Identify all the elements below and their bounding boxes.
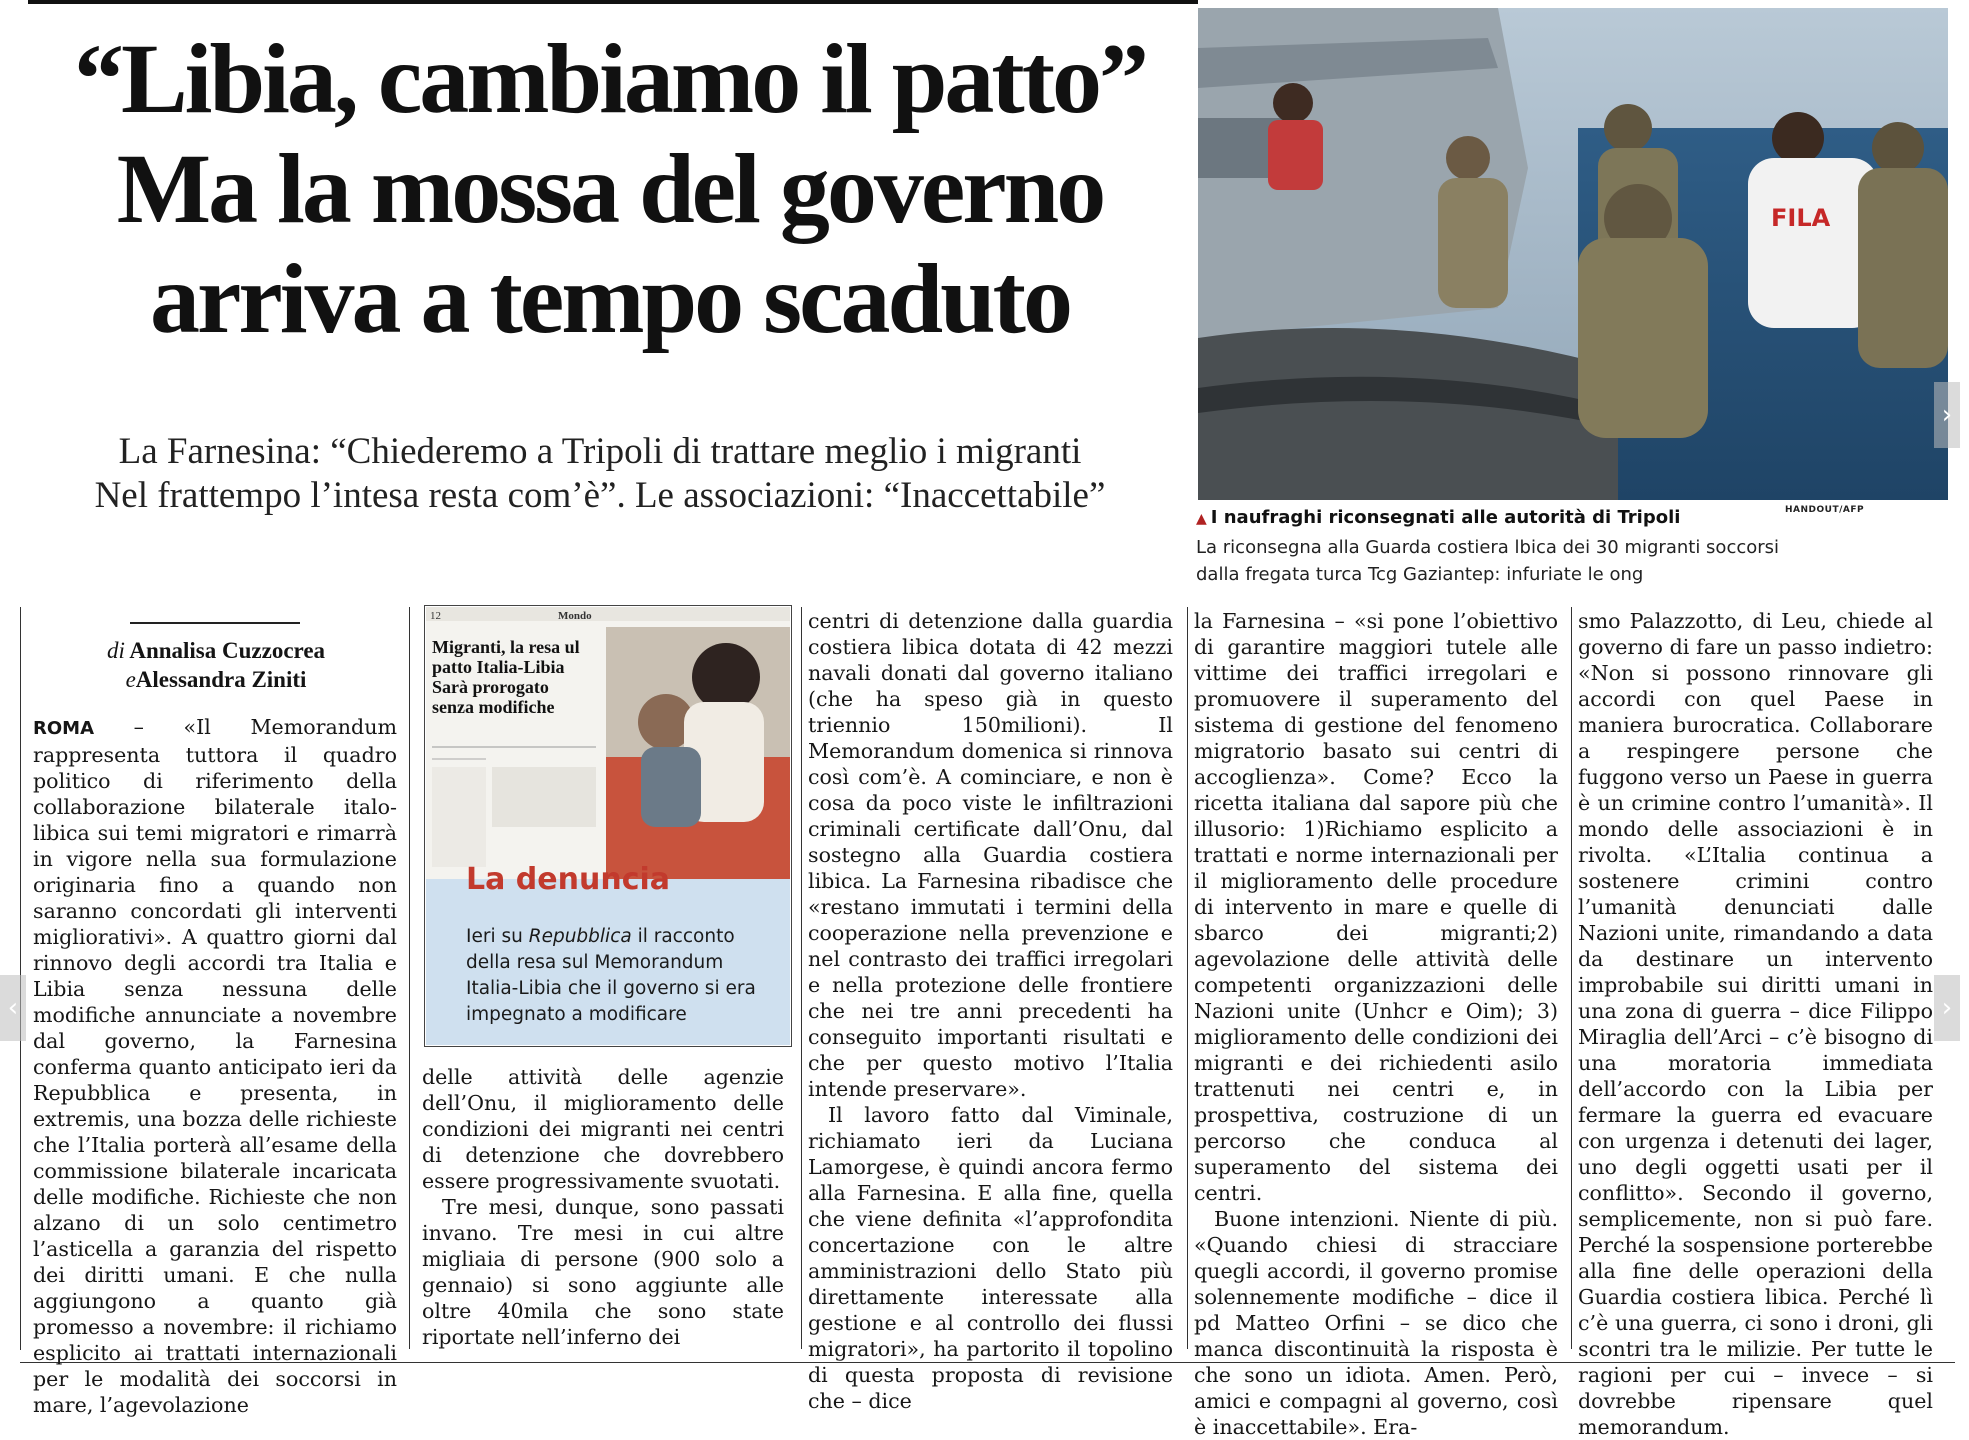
article-text: Il lavoro fatto dal Viminale, richiamato ieri da Luciana Lamorgese, è quindi ancora fermo alla Farnesina. E alla fine, quella che viene definita «l’approfondita concertazione con le altre amministrazioni dello Stato più direttamente interessate alla gestione e al controllo dei flussi migratori», ha partorito il topolino di questa proposta di revisione che – dice (808, 1103, 1173, 1413)
photo-illustration (1198, 8, 1948, 500)
headline-line-1: “Libia, cambiamo il patto” (73, 23, 1147, 134)
article-column-2 (422, 1064, 784, 1350)
thumbnail-headline: Migranti, la resa ul patto Italia-Libia Sarà prorogato senza modifiche (432, 637, 580, 717)
top-rule (28, 0, 1198, 4)
denuncia-text (466, 924, 776, 1028)
byline (30, 636, 402, 694)
headline-line-2: Ma la mossa del governo (116, 133, 1104, 244)
column-rule (801, 607, 802, 1349)
article-text: centri di detenzione dalla guardia costiera libica dotata di 42 mezzi navali donati dal governo italiano (che ha speso già in questo triennio 150milioni). Il Memorandum domenica si rinnova così com’è. A cominciare, e non è cosa da poco viste le infiltrazioni criminali certificate dall’Onu, dal sostegno alla Guardia costiera libica. La Farnesina ribadisce che «restano immutati i termini della cooperazione nella prevenzione e nel contrasto dei traffici irregolari e nella protezione delle frontiere che nei tre anni precedenti ha conseguito importanti risultati e che per questo motivo l’Italia intende preservare». (808, 609, 1173, 1101)
prev-page-button[interactable]: ‹ (0, 975, 26, 1041)
news-photo (1198, 8, 1948, 500)
caption-triangle-icon: ▲ (1196, 511, 1207, 527)
article-text: smo Palazzotto, di Leu, chiede al governo di fare un passo indietro: «Non si possono rinnovare gli accordi con quel Paese in maniera burocratica. Collaborare a respingere persone che fuggono verso un Paese in guerra è un crimine contro l’umanità». Il mondo delle associazioni è in rivolta. «L’Italia continua a sostenere crimini contro l’umanità denunciati dalle Nazioni unite, rimandando a data da destinare un intervento improbabile sui diritti umani in una zona di guerra – dice Filippo Miraglia dell’Arci – c’è bisogno di una moratoria immediata dell’accordo con la Libia per fermare la guerra ed evacuare con urgenza i detenuti dei lager, uno degli oggetti usati per il conflitto». Secondo il governo, semplicemente, non si può fare. Perché la sospensione porterebbe alla fine delle operazioni della Guardia costiera libica. Perché lì c’è una guerra, ci sono i droni, gli scontri tra le milizie. Per tutte le ragioni per cui – invece – si dovrebbe ripensare quel memorandum. (1578, 609, 1933, 1439)
article-column-3 (808, 608, 1173, 1414)
column-rule (1571, 607, 1572, 1349)
column-rule (409, 607, 410, 1349)
column-rule (1187, 607, 1188, 1349)
article-column-4 (1194, 608, 1558, 1440)
article-text: Buone intenzioni. Niente di più. «Quando chiesi di stracciare quegli accordi, il governo promise solennemente modifiche – dice il pd Matteo Orfini – se dico che manca discontinuità la risposta è che sono un idiota. Amen. Però, amici e compagni al governo, così è inaccettabile». Era- (1194, 1207, 1558, 1439)
thumb-page-number: 12 (430, 610, 441, 622)
article-text: delle attività delle agenzie dell’Onu, il miglioramento delle condizioni dei migranti nei centri di detenzione che dovrebbero essere progressivamente svuotati. (422, 1065, 784, 1193)
denuncia-text-suffix: il racconto della resa sul Memorandum Italia-Libia che il governo si era impegnato a modificare (466, 926, 756, 1025)
article-text: la Farnesina – «si pone l’obiettivo di garantire maggiori tutele alle vittime dei traffici irregolari e promuovere il superamento del sistema di gestione del fenomeno migratorio basato sui centri di accoglienza». Come? Ecco la ricetta italiana dal sapore più che illusorio: 1)Richiamo esplicito a trattati e norme internazionali per il miglioramento delle procedure di intervento in mare e quelle di sbarco dei migranti;2) agevolazione delle attività delle competenti organizzazioni delle Nazioni unite (Unhcr e Oim); 3) miglioramento delle condizioni dei migranti e dei richiedenti asilo trattenuti nei centri e, in prospettiva, costruzione di un percorso che conduca al superamento del sistema dei centri. (1194, 609, 1558, 1205)
article-column-5 (1578, 608, 1933, 1440)
article-column-1 (33, 714, 397, 1418)
author-name: Annalisa Cuzzocrea (129, 638, 326, 663)
photo-jacket-text: FILA (1771, 204, 1831, 232)
denuncia-text-prefix: Ieri su (466, 926, 529, 947)
headline-line-3: arriva a tempo scaduto (150, 243, 1070, 354)
article-text: – «Il Memorandum rappresenta tuttora il quadro politico di riferimento della collaborazione bilaterale italo-libica sui temi migratori e rimarrà in vigore nella sua formulazione originaria fino a quando non saranno concordati gli interventi migliorativi». A quattro giorni dal rinnovo degli accordi tra Italia e Libia senza nessuna delle modifiche annunciate a novembre dal governo, la Farnesina conferma quanto anticipato ieri da Repubblica e presenta, in extremis, una bozza delle richieste che l’Italia porterà all’esame della commissione bilaterale incaricata delle modifiche. Richieste che non alzano di un solo centimetro l’asticella a garanzia del rispetto dei diritti umani. E che nulla aggiungono a quanto già promesso a novembre: il richiamo esplicito ai trattati internazionali per le modalità dei soccorsi in mare, l’agevolazione (33, 715, 397, 1417)
author-name: Alessandra Ziniti (135, 667, 307, 692)
next-page-button-lower[interactable]: › (1934, 975, 1960, 1041)
subhead-line-1: La Farnesina: “Chiederemo a Tripoli di trattare meglio i migranti (118, 431, 1082, 472)
subhead-line-2: Nel frattempo l’intesa resta com’è”. Le associazioni: “Inaccettabile” (94, 475, 1106, 516)
byline-prefix: di (106, 638, 125, 663)
denuncia-newspaper: Repubblica (528, 926, 632, 947)
byline-prefix: e (125, 667, 136, 692)
photo-caption-text: La riconsegna alla Guarda costiera lbica dei 30 migranti soccorsi dalla fregata turca Tcg Gaziantep: infuriate le ong (1196, 537, 1780, 585)
byline-rule (130, 622, 300, 624)
photo-caption-title (1196, 507, 1796, 528)
dateline: ROMA (33, 718, 95, 739)
headline (50, 24, 1170, 354)
article-text: Tre mesi, dunque, sono passati invano. Tre mesi in cui altre migliaia di persone (900 solo a gennaio) si sono aggiunte alle oltre 40mila che sono state riportate nell’inferno dei (422, 1195, 784, 1349)
caption-title-text: I naufraghi riconsegnati alle autorità di Tripoli (1210, 507, 1681, 528)
photo-credit: HANDOUT/AFP (1785, 505, 1865, 515)
subheadline (70, 430, 1130, 518)
thumb-section: Mondo (558, 610, 592, 622)
denuncia-title: La denuncia (466, 862, 671, 897)
next-page-button[interactable]: › (1934, 382, 1960, 448)
